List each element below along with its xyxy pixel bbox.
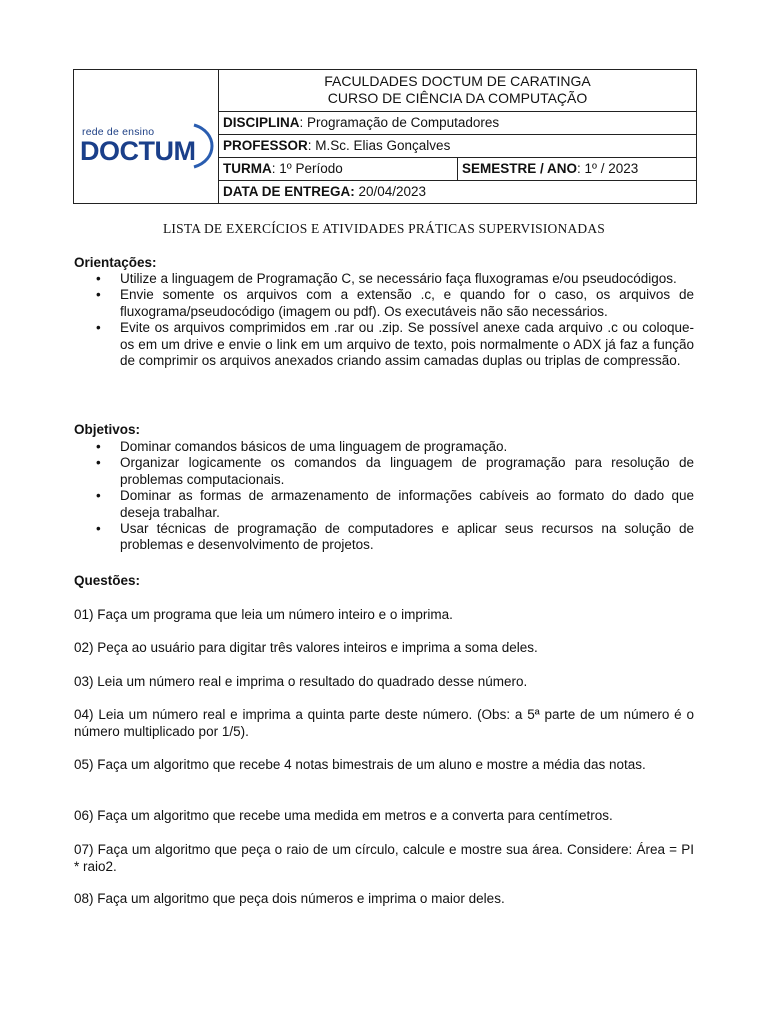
question-item: 05) Faça um algoritmo que recebe 4 notas bimestrais de um aluno e mostre a média das notas. xyxy=(74,757,646,772)
question-item: 07) Faça um algoritmo que peça o raio de um círculo, calcule e mostre sua área. Considere: Área = PI * raio2. xyxy=(74,842,694,874)
question-item: 04) Leia um número real e imprima a quinta parte deste número. (Obs: a 5ª parte de um número é o número multiplicado por 1/5). xyxy=(74,707,694,739)
objetivos-list xyxy=(74,439,694,554)
institution-name: FACULDADES DOCTUM DE CARATINGA xyxy=(324,73,591,89)
orientacoes-heading: Orientações: xyxy=(74,255,157,270)
list-item: • Envie somente os arquivos com a extensão .c, e quando for o caso, os arquivos de fluxograma/pseudocódigo (imagem ou pdf). Os executáveis não são necessários. xyxy=(74,287,694,320)
turma-row xyxy=(219,158,696,181)
logo-cell xyxy=(74,70,219,203)
question-item: 01) Faça um programa que leia um número inteiro e o imprima. xyxy=(74,607,453,622)
course-name: CURSO DE CIÊNCIA DA COMPUTAÇÃO xyxy=(327,90,588,106)
question-item: 03) Leia um número real e imprima o resultado do quadrado desse número. xyxy=(74,674,528,689)
question-item: 06) Faça um algoritmo que recebe uma medida em metros e a converta para centímetros. xyxy=(74,808,613,823)
semestre-label: SEMESTRE / ANO xyxy=(462,161,578,176)
list-item: • Utilize a linguagem de Programação C, se necessário faça fluxogramas e/ou pseudocódigos. xyxy=(74,271,694,287)
header-table xyxy=(73,69,697,204)
logo-tagline: rede de ensino xyxy=(82,126,155,138)
cell-divider xyxy=(457,158,458,180)
entrega-row xyxy=(219,181,696,203)
professor-row xyxy=(219,135,696,158)
objetivos-heading: Objetivos: xyxy=(74,422,141,437)
list-item: • Evite os arquivos comprimidos em .rar ou .zip. Se possível anexe cada arquivo .c ou coloque-os em um drive e envie o link em um arquivo de texto, pois normalmente o ADX já faz a função de comprimir os arquivos anexados criando assim camadas duplas ou triplas de compressão. xyxy=(74,320,694,369)
professor-label: PROFESSOR xyxy=(223,138,308,153)
disciplina-row xyxy=(219,112,696,135)
list-item: • Dominar comandos básicos de uma linguagem de programação. xyxy=(74,439,694,455)
institution-row xyxy=(219,70,696,112)
question-item: 08) Faça um algoritmo que peça dois números e imprima o maior deles. xyxy=(74,891,505,906)
entrega-label: DATA DE ENTREGA: xyxy=(223,184,355,199)
entrega-value: 20/04/2023 xyxy=(354,184,427,199)
question-item: 02) Peça ao usuário para digitar três valores inteiros e imprima a soma deles. xyxy=(74,640,538,655)
list-item: • Dominar as formas de armazenamento de informações cabíveis ao formato do dado que deseja trabalhar. xyxy=(74,488,694,521)
list-item: • Organizar logicamente os comandos da linguagem de programação para resolução de problemas computacionais. xyxy=(74,455,694,488)
semestre-value: : 1º / 2023 xyxy=(577,161,639,176)
questoes-heading: Questões: xyxy=(74,573,141,588)
professor-value: : M.Sc. Elias Gonçalves xyxy=(307,138,451,153)
disciplina-label: DISCIPLINA xyxy=(223,115,300,130)
logo-wordmark: DOCTUM xyxy=(80,136,196,166)
disciplina-value: : Programação de Computadores xyxy=(299,115,500,130)
turma-value: : 1º Período xyxy=(271,161,343,176)
orientacoes-list xyxy=(74,271,694,369)
list-item: • Usar técnicas de programação de computadores e aplicar seus recursos na solução de problemas e desenvolvimento de projetos. xyxy=(74,521,694,554)
document-title: LISTA DE EXERCÍCIOS E ATIVIDADES PRÁTICAS SUPERVISIONADAS xyxy=(162,221,605,236)
turma-label: TURMA xyxy=(223,161,272,176)
logo-arc-icon xyxy=(192,122,216,170)
